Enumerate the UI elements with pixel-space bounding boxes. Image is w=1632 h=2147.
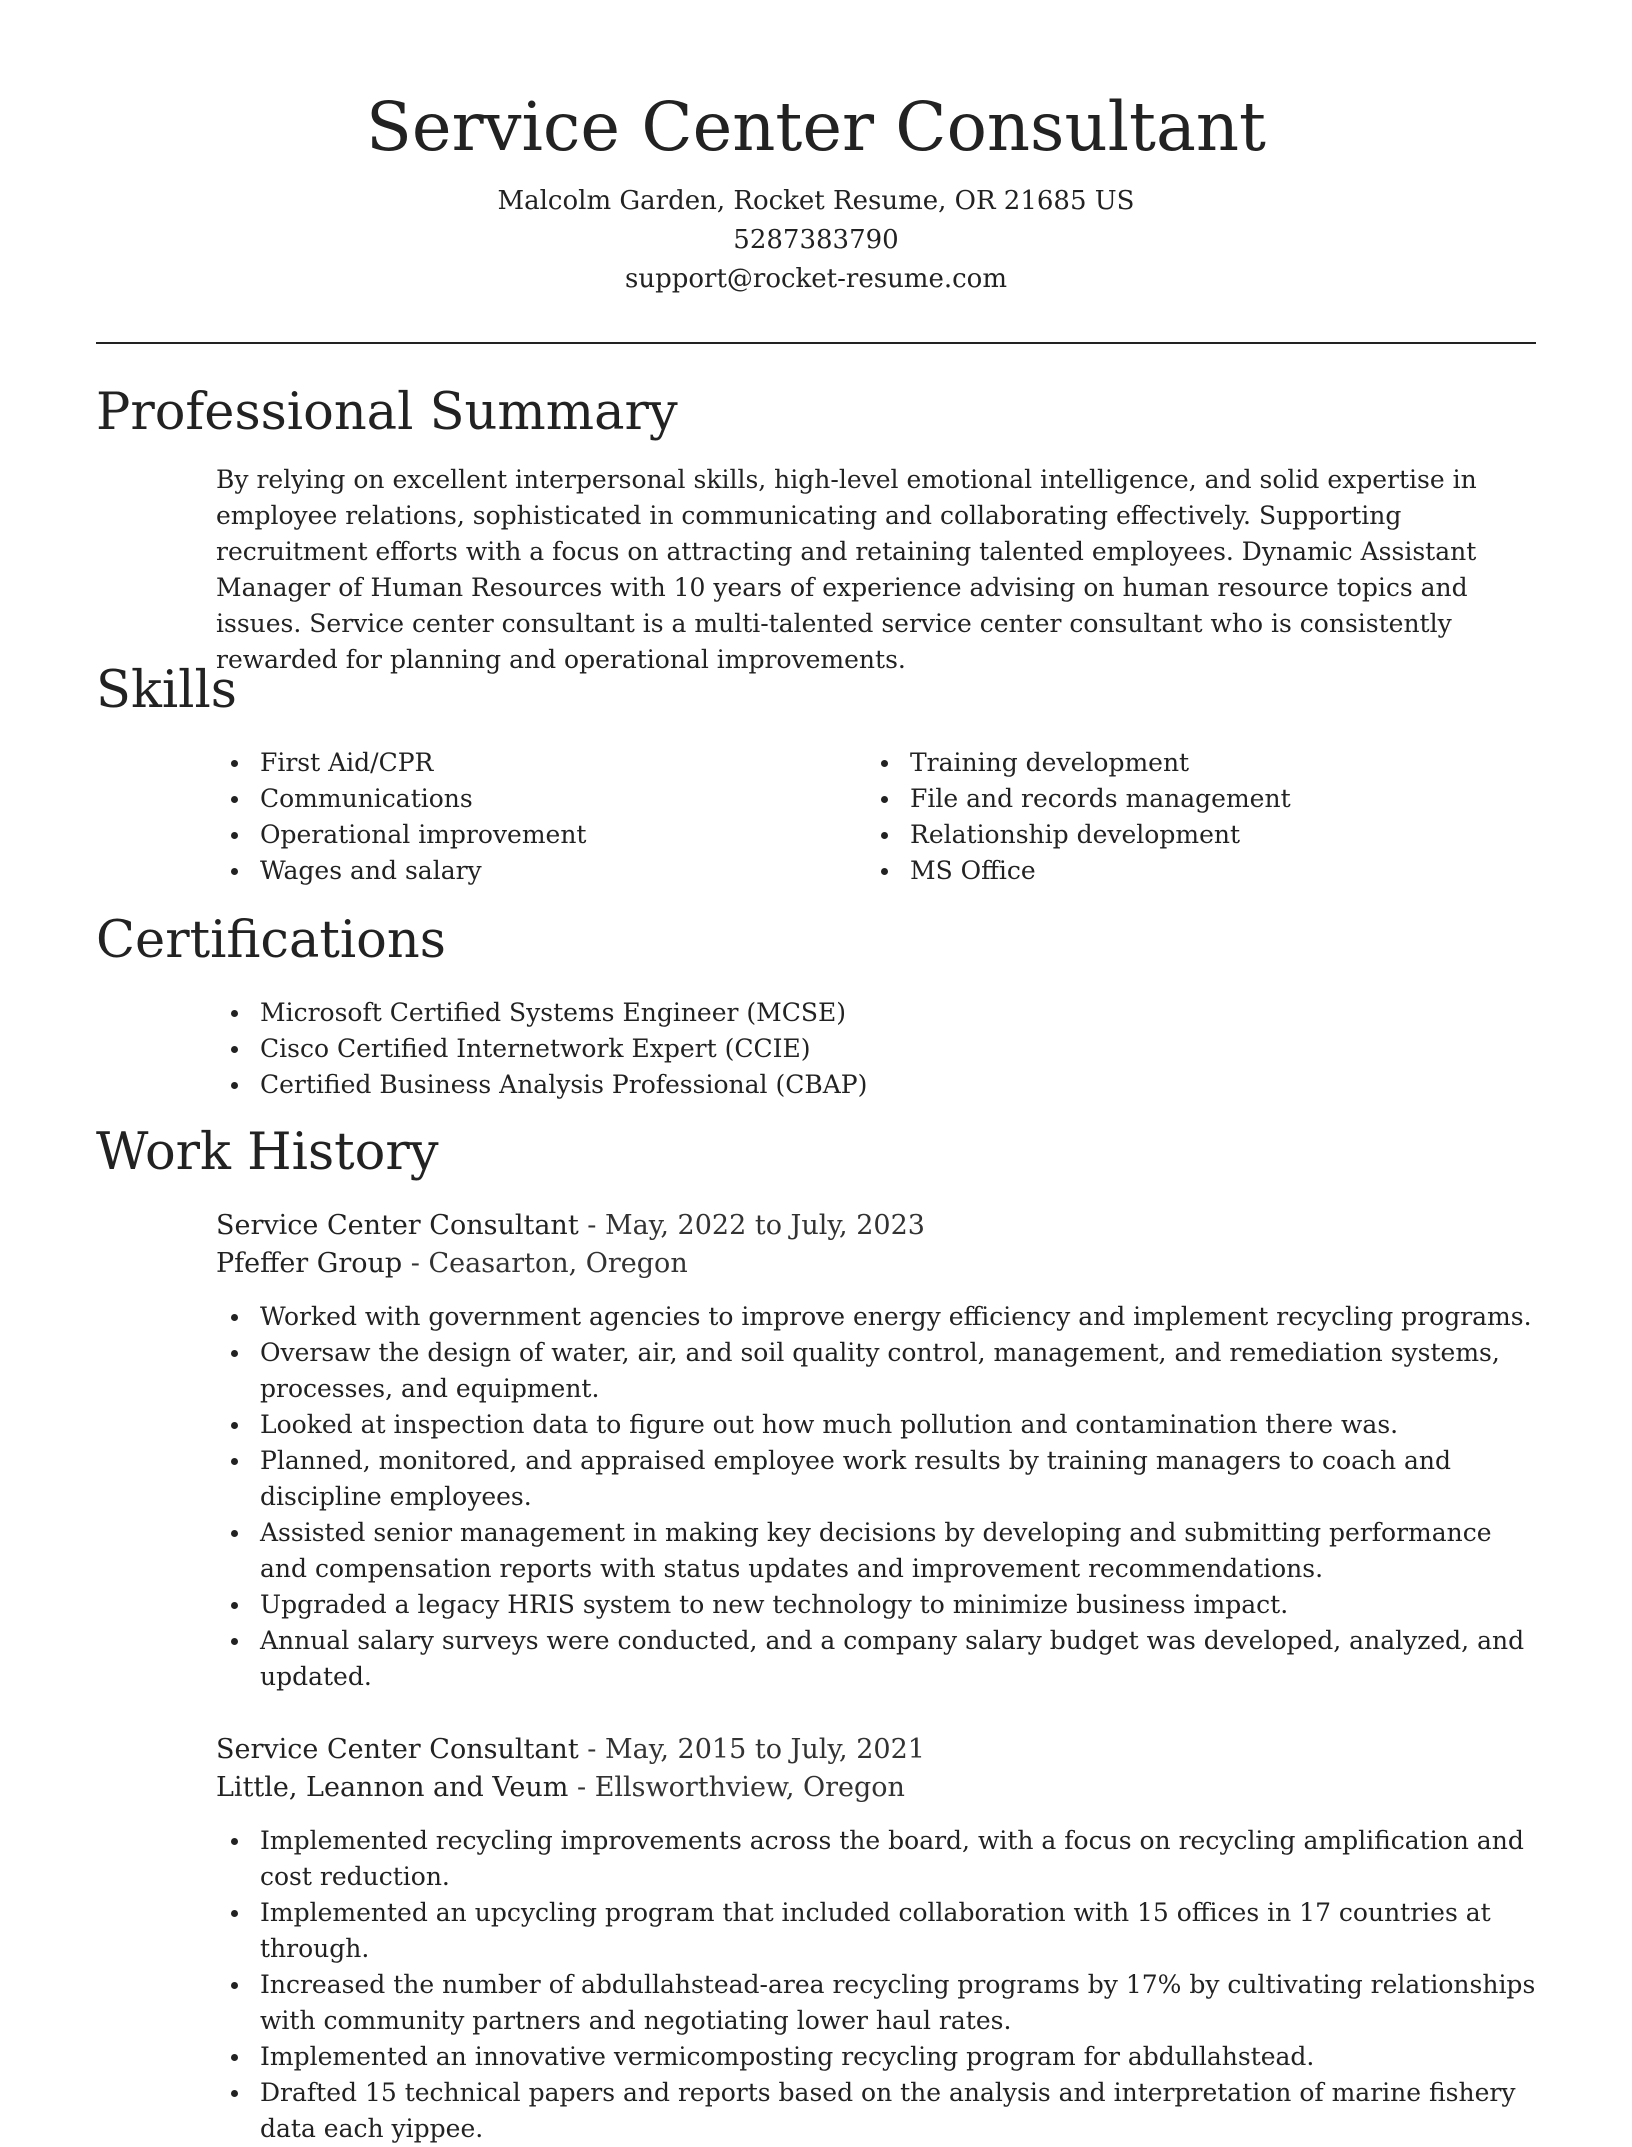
skill-item: Communications <box>216 781 816 817</box>
job-duties-list <box>216 1299 1536 1695</box>
contact-email: support@rocket-resume.com <box>624 264 1007 294</box>
job-company-line <box>216 1245 1536 1283</box>
job-entry <box>216 1207 1536 1695</box>
certification-item: Certified Business Analysis Professional (CBAP) <box>216 1067 1536 1103</box>
work-history-heading: Work History <box>96 1123 439 1182</box>
job-duty: Oversaw the design of water, air, and soil quality control, management, and remediation systems, processes, and equipment. <box>216 1335 1536 1407</box>
job-duty: Planned, monitored, and appraised employee work results by training managers to coach and discipline employees. <box>216 1443 1536 1515</box>
separator: - <box>578 1734 605 1765</box>
job-role: Service Center Consultant <box>216 1734 579 1765</box>
certification-item: Microsoft Certified Systems Engineer (MCSE) <box>216 995 1536 1031</box>
skills-heading: Skills <box>96 661 237 720</box>
job-duty: Upgraded a legacy HRIS system to new technology to minimize business impact. <box>216 1587 1536 1623</box>
certifications-list <box>216 995 1536 1103</box>
job-duty: Implemented an upcycling program that included collaboration with 15 offices in 17 countries at through. <box>216 1895 1536 1967</box>
summary-text: By relying on excellent interpersonal skills, high-level emotional intelligence, and solid expertise in employee relations, sophisticated in communicating and collaborating effectively. Supporting recruitment efforts with a focus on attracting and retaining talented employees. Dynamic Assistant Manager of Human Resources with 10 years of experience advising on human resource topics and issues. Service center consultant is a multi-talented service center consultant who is consistently rewarded for planning and operational improvements. <box>216 465 1477 674</box>
job-duty: Implemented an innovative vermicomposting recycling program for abdullahstead. <box>216 2039 1536 2075</box>
job-duties-list <box>216 1823 1536 2147</box>
job-entry <box>216 1731 1536 2147</box>
candidate-name: Service Center Consultant <box>366 88 1266 166</box>
job-role: Service Center Consultant <box>216 1210 579 1241</box>
skill-item: Operational improvement <box>216 817 816 853</box>
job-duty: Looked at inspection data to figure out how much pollution and contamination there was. <box>216 1407 1536 1443</box>
contact-block <box>96 182 1536 299</box>
separator: - <box>568 1772 595 1803</box>
job-dates: May, 2022 to July, 2023 <box>604 1210 925 1241</box>
skill-item: Training development <box>866 745 1486 781</box>
job-dates: May, 2015 to July, 2021 <box>604 1734 925 1765</box>
separator: - <box>578 1210 605 1241</box>
job-company: Pfeffer Group <box>216 1248 403 1279</box>
job-duty: Annual salary surveys were conducted, and a company salary budget was developed, analyzed, and updated. <box>216 1623 1536 1695</box>
summary-heading: Professional Summary <box>96 383 678 442</box>
header-divider <box>96 342 1536 344</box>
contact-address: Malcolm Garden, Rocket Resume, OR 21685 US <box>497 186 1135 216</box>
separator: - <box>402 1248 429 1279</box>
job-company: Little, Leannon and Veum <box>216 1772 569 1803</box>
skills-list-left <box>216 745 816 889</box>
skills-list-right <box>866 745 1486 889</box>
skill-item: First Aid/CPR <box>216 745 816 781</box>
skill-item: Wages and salary <box>216 853 816 889</box>
skill-item: Relationship development <box>866 817 1486 853</box>
job-title-line <box>216 1731 1536 1769</box>
job-title-line <box>216 1207 1536 1245</box>
resume-header <box>96 82 1536 299</box>
job-duty: Assisted senior management in making key decisions by developing and submitting performance and compensation reports with status updates and improvement recommendations. <box>216 1515 1536 1587</box>
job-duty: Increased the number of abdullahstead-area recycling programs by 17% by cultivating relationships with community partners and negotiating lower haul rates. <box>216 1967 1536 2039</box>
job-company-line <box>216 1769 1536 1807</box>
skill-item: MS Office <box>866 853 1486 889</box>
job-location: Ellsworthview, Oregon <box>594 1772 905 1803</box>
skill-item: File and records management <box>866 781 1486 817</box>
job-location: Ceasarton, Oregon <box>428 1248 688 1279</box>
job-duty: Implemented recycling improvements across the board, with a focus on recycling amplification and cost reduction. <box>216 1823 1536 1895</box>
job-duty: Drafted 15 technical papers and reports based on the analysis and interpretation of marine fishery data each yippee. <box>216 2075 1536 2147</box>
job-duty: Worked with government agencies to improve energy efficiency and implement recycling programs. <box>216 1299 1536 1335</box>
contact-phone: 5287383790 <box>733 225 899 255</box>
certifications-heading: Certifications <box>96 911 446 970</box>
certification-item: Cisco Certified Internetwork Expert (CCIE) <box>216 1031 1536 1067</box>
